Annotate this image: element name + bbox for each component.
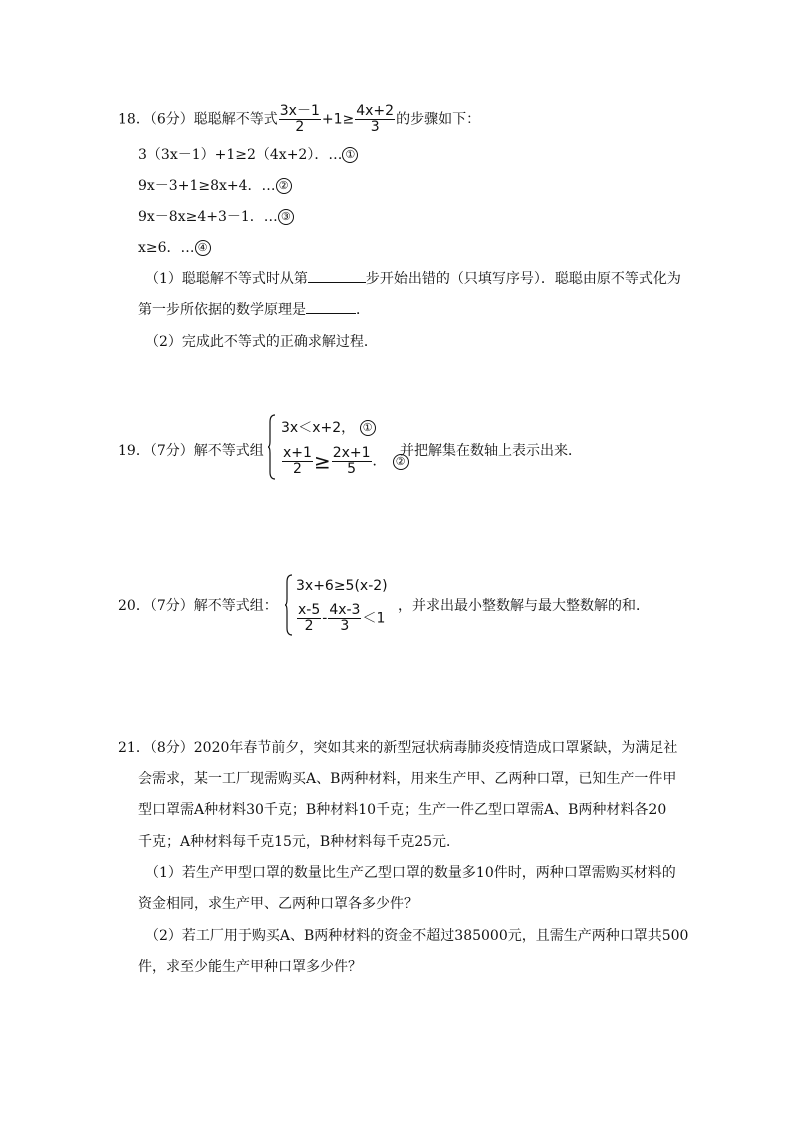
- q20-ineq2-left-denominator: 2: [304, 618, 314, 634]
- q20-ineq2-left-numerator: x-5: [298, 602, 321, 618]
- inequality-marker-1: ①: [360, 420, 376, 436]
- q18-part1-text-c: 第一步所依据的数学原理是: [138, 302, 306, 318]
- q21-part1-line2: [138, 895, 418, 913]
- inequality-marker-2: ②: [393, 454, 409, 470]
- q20-stem-text: 解不等式组：: [193, 598, 278, 614]
- q20-tail: [398, 597, 650, 615]
- q19-ineq2: [281, 446, 409, 477]
- q18-stem-text: 聪聪解不等式: [193, 111, 278, 128]
- q19-ineq2-end: ．: [372, 453, 387, 470]
- q20-ineq2-right-denominator: 3: [340, 618, 350, 634]
- q19-ineq2-right-numerator: 2x+1: [332, 445, 371, 461]
- q21-part2-line2: [138, 958, 362, 976]
- q18-part1-line1: [145, 270, 681, 288]
- q19-ineq1-text: 3x＜x+2，: [281, 420, 356, 436]
- q20-ineq1-text: 3x+6≥5(x-2): [296, 578, 388, 594]
- q18-stem-after: 的步骤如下：: [396, 111, 481, 128]
- q18-lhs-numerator: 3x－1: [279, 103, 320, 119]
- q21-part1-text-b: 资金相同，求生产甲、乙两种口罩各多少件？: [138, 896, 418, 912]
- q20-ineq2-left-fraction: [297, 603, 321, 634]
- answer-blank-step[interactable]: [308, 270, 366, 283]
- q18-part2: [145, 333, 378, 351]
- q19-ineq2-left-numerator: x+1: [283, 445, 312, 461]
- q21-text-line3: 型口罩需A种材料30千克；B种材料10千克；生产一件乙型口罩需A、B两种材料各20: [138, 802, 667, 818]
- q19-score: （7分）: [149, 443, 194, 459]
- q20-ineq2-end: ＜1: [362, 610, 386, 627]
- q19-ineq2-left-denominator: 2: [293, 461, 302, 477]
- q21-line4: [138, 833, 460, 851]
- q21-part2-line1: [145, 927, 688, 945]
- q18-step2: [138, 177, 292, 195]
- q21-text-line1: 2020年春节前夕，突如其来的新型冠状病毒肺炎疫情造成口罩紧缺，为满足社: [193, 740, 678, 756]
- q21-text-line2: 会需求，某一工厂现需购买A、B两种材料，用来生产甲、乙两种口罩，已知生产一件甲: [138, 771, 677, 787]
- q18-step3: [138, 208, 294, 226]
- q18-lhs-fraction: [279, 104, 321, 135]
- q21-part1-line1: [145, 864, 676, 882]
- q21-line3: [138, 801, 666, 819]
- q20-ineq2-right-numerator: 4x-3: [329, 602, 361, 618]
- q20-tail-text: ，并求出最小整数解与最大整数解的和．: [398, 598, 650, 614]
- q20-ineq2-right-fraction: [328, 603, 361, 634]
- q18-part1-line2: [138, 301, 370, 319]
- q21-part1-text-a: （1）若生产甲型口罩的数量比生产乙型口罩的数量多10件时，两种口罩需购买材料的: [145, 865, 676, 881]
- q18-lhs-denominator: 2: [295, 119, 305, 135]
- q19-stem: [118, 442, 264, 460]
- q18-number: 18．: [118, 111, 150, 128]
- q21-line1: [118, 739, 677, 757]
- q18-part2-text: （2）完成此不等式的正确求解过程．: [145, 334, 378, 350]
- step-marker-4: ④: [195, 240, 211, 256]
- q21-score: （8分）: [149, 740, 194, 756]
- q18-rhs-fraction: [355, 104, 395, 135]
- q20-number: 20．: [118, 598, 150, 614]
- q19-number: 19．: [118, 443, 150, 459]
- q19-stem-text: 解不等式组: [193, 443, 264, 459]
- q19-ineq2-op: ≥: [313, 449, 331, 474]
- q19-ineq2-left-fraction: [282, 446, 313, 477]
- q20-brace: [285, 574, 293, 636]
- q19-tail-text: 并把解集在数轴上表示出来．: [400, 443, 582, 459]
- q19-ineq2-right-denominator: 5: [347, 461, 357, 477]
- q18-step2-text: 9x－3+1≥8x+4．…: [138, 178, 276, 194]
- q18-step4: [138, 239, 211, 257]
- q20-ineq1: [296, 577, 388, 595]
- q18-part1-text-a: （1）聪聪解不等式时从第: [145, 271, 308, 287]
- q18-step4-text: x≥6．…: [138, 240, 195, 256]
- q18-step1-text: 3（3x－1）+1≥2（4x+2）．…: [138, 147, 343, 163]
- q18-stem: [118, 104, 480, 135]
- q19-ineq1: [281, 419, 376, 437]
- q21-part2-text-a: （2）若工厂用于购买A、B两种材料的资金不超过385000元，且需生产两种口罩共500: [145, 928, 689, 944]
- q18-rhs-numerator: 4x+2: [356, 103, 395, 119]
- q18-score: （6分）: [149, 111, 194, 128]
- q19-tail: [400, 442, 582, 460]
- q18-step1: [138, 146, 358, 164]
- q18-part1-text-b: 步开始出错的（只填写序号）．聪聪由原不等式化为: [365, 271, 681, 287]
- step-marker-1: ①: [342, 147, 358, 163]
- q21-text-line4: 千克；A种材料每千克15元，B种材料每千克25元．: [138, 834, 461, 850]
- q18-part1-text-d: ．: [356, 302, 370, 318]
- q21-part2-text-b: 件，求至少能生产甲种口罩多少件？: [138, 959, 362, 975]
- q18-middle-op: +1≥: [321, 111, 355, 128]
- q18-rhs-denominator: 3: [370, 119, 380, 135]
- q19-ineq2-right-fraction: [332, 446, 372, 477]
- step-marker-3: ③: [278, 209, 294, 225]
- q20-score: （7分）: [149, 598, 194, 614]
- q21-number: 21．: [118, 740, 150, 756]
- q20-ineq2-op: -: [322, 610, 328, 627]
- step-marker-2: ②: [276, 178, 292, 194]
- q20-stem: [118, 597, 278, 615]
- answer-blank-principle[interactable]: [306, 301, 356, 314]
- q20-ineq2: [296, 603, 385, 634]
- q21-line2: [138, 770, 676, 788]
- q19-brace: [268, 414, 276, 480]
- q18-step3-text: 9x－8x≥4+3－1．…: [138, 209, 278, 225]
